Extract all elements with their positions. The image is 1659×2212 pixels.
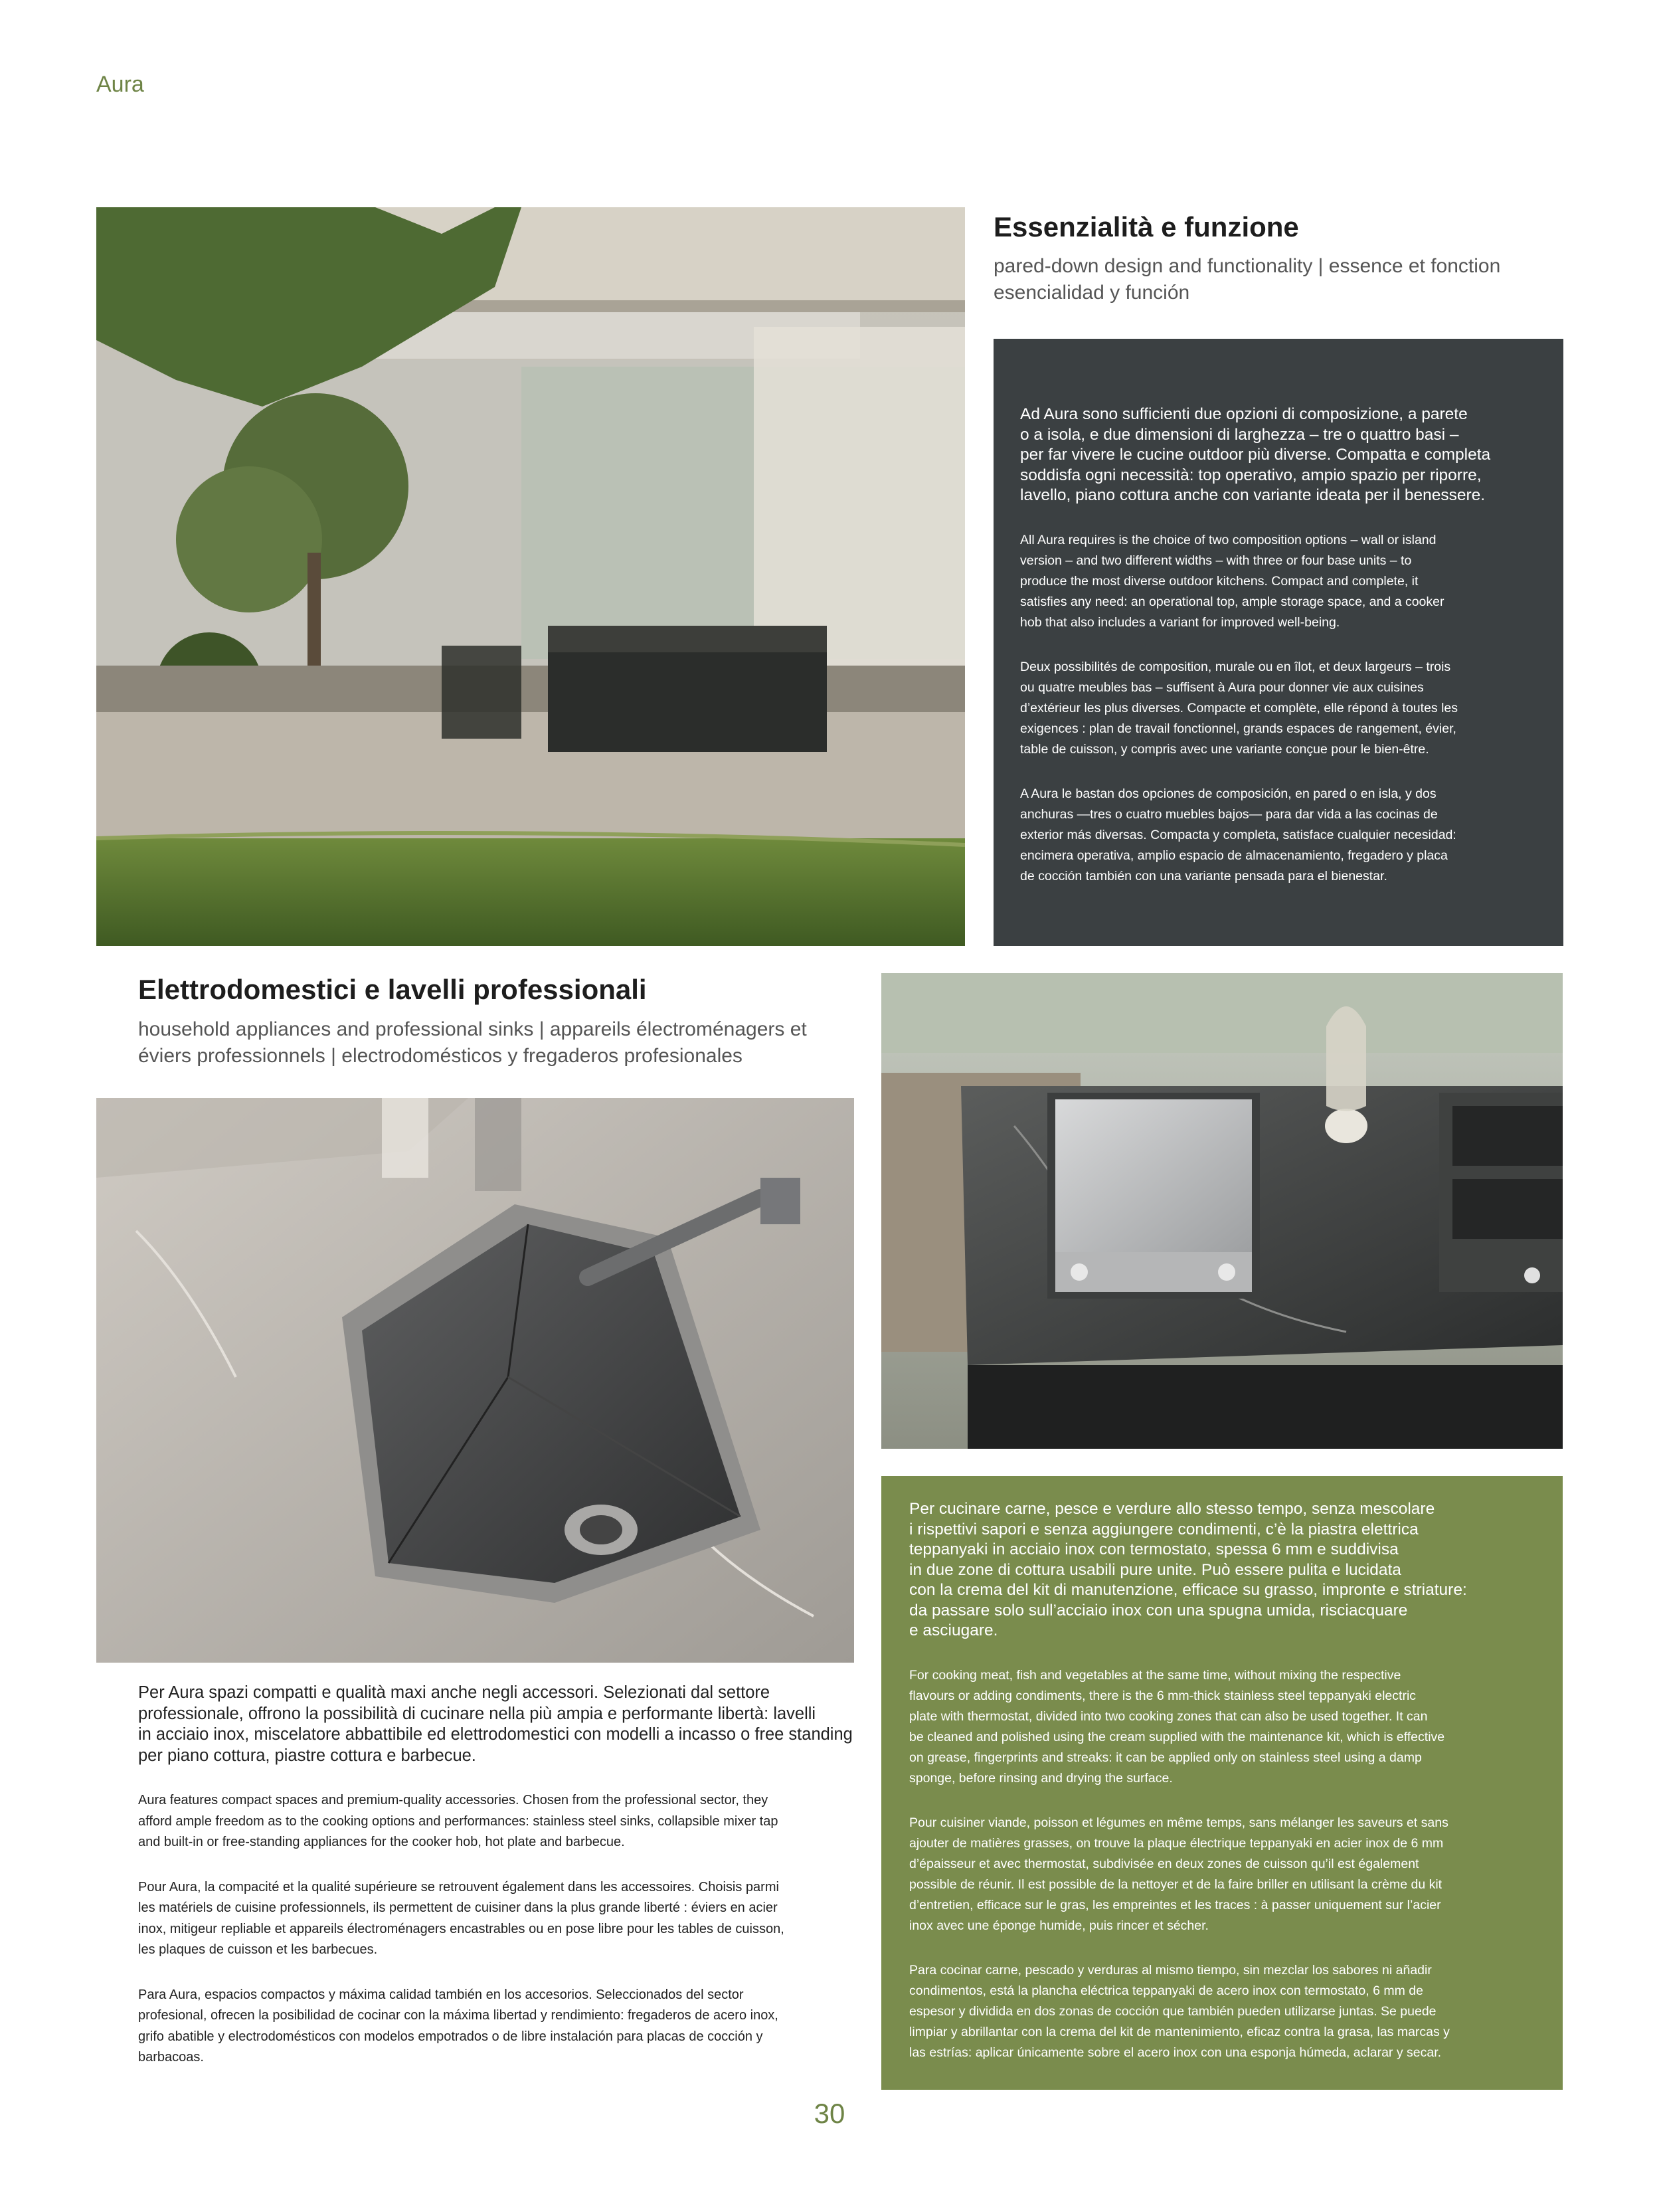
text-line: e asciugare. [909, 1621, 998, 1639]
text-line: anchuras —tres o cuatro muebles bajos— para dar vida a las cocinas de [1020, 806, 1438, 822]
text-line: ou quatre meubles bas – suffisent à Aura pour donner vie aux cuisines [1020, 680, 1424, 695]
text-line: de cocción también con una variante pensada para el bienestar. [1020, 868, 1387, 883]
section1-subtitle [994, 253, 1591, 306]
text-line: A Aura le bastan dos opciones de composición, en pared o en isla, y dos [1020, 786, 1437, 801]
brand-label: Aura [96, 72, 144, 97]
text-line: d’entretien, efficace sur le gras, les empreintes et les traces : à passer uniquement sur l’acier [909, 1897, 1441, 1912]
text-line: per far vivere le cucine outdoor più diverse. Compatta e completa [1020, 446, 1491, 464]
text-line: Deux possibilités de composition, murale ou en îlot, et deux largeurs – trois [1020, 659, 1451, 674]
appliances-text-block [138, 1683, 862, 2069]
text-english [138, 1790, 862, 1853]
section1-subtitle-line: pared-down design and functionality | essence et fonction [994, 255, 1501, 277]
text-line: o a isola, e due dimensioni di larghezza – tre o quattro basi – [1020, 425, 1459, 444]
text-line: d’extérieur les plus diverses. Compacte et complète, elle répond à toutes les [1020, 700, 1458, 715]
text-line: version – and two different widths – with three or four base units – to [1020, 553, 1412, 568]
text-line: grifo abatible y electrodomésticos con modelos empotrados o de libre instalación para placas de cocción y [138, 2029, 763, 2044]
text-line: table de cuisson, y compris avec une variante conçue pour le bien-être. [1020, 741, 1429, 757]
text-line: condimentos, está la plancha eléctrica teppanyaki de acero inox con termostato, 6 mm de [909, 1983, 1423, 1998]
text-italian [138, 1683, 862, 1766]
text-line: inox, mitigeur repliable et appareils électroménagers encastrables ou en pose libre pour les tables de cuisson, [138, 1921, 784, 1936]
text-line: con la crema del kit di manutenzione, efficace su grasso, impronte e striature: [909, 1581, 1467, 1599]
outdoor-kitchen-photo [96, 207, 965, 946]
text-line: in due zone di cottura usabili pure unite. Può essere pulita e lucidata [909, 1560, 1401, 1579]
text-line: sponge, before rinsing and drying the surface. [909, 1770, 1173, 1786]
text-line: d’épaisseur et avec thermostat, subdivisée en deux zones de cuisson qu’il est également [909, 1856, 1419, 1871]
text-line: afford ample freedom as to the cooking options and performances: stainless steel sinks, collapsible mixer tap [138, 1813, 778, 1829]
panel-text-french [909, 1813, 1535, 1936]
text-line: hob that also includes a variant for improved well-being. [1020, 614, 1340, 630]
text-french [138, 1877, 862, 1961]
text-line: be cleaned and polished using the cream supplied with the maintenance kit, which is effective [909, 1729, 1445, 1744]
text-line: plate with thermostat, divided into two cooking zones that can also be used together. It can [909, 1708, 1428, 1724]
text-line: Pour cuisiner viande, poisson et légumes en même temps, sans mélanger les saveurs et sans [909, 1815, 1448, 1830]
text-line: inox avec une éponge humide, puis rincer et sécher. [909, 1918, 1209, 1933]
page-number: 30 [814, 2098, 845, 2129]
text-line: Para cocinar carne, pescado y verduras al mismo tiempo, sin mezclar los sabores ni añadir [909, 1962, 1432, 1978]
panel-text-spanish [1020, 784, 1537, 887]
text-line: For cooking meat, fish and vegetables at the same time, without mixing the respective [909, 1667, 1401, 1683]
section1-subtitle-line: esencialidad y función [994, 282, 1190, 304]
text-line: da passare solo sull’acciaio inox con una spugna umida, risciacquare [909, 1601, 1408, 1619]
text-line: and built-in or free-standing appliances for the cooker hob, hot plate and barbecue. [138, 1835, 625, 1849]
text-line: All Aura requires is the choice of two composition options – wall or island [1020, 532, 1437, 547]
composition-info-panel [994, 339, 1563, 946]
section2-subtitle [138, 1016, 869, 1069]
text-line: espesor y dividida en dos zonas de cocción que también pueden utilizarse juntas. Se puede [909, 2003, 1437, 2019]
panel-text-english [909, 1665, 1535, 1789]
panel-text-english [1020, 530, 1537, 633]
text-line: lavello, piano cottura anche con variante ideata per il benessere. [1020, 486, 1486, 504]
text-line: Aura features compact spaces and premium-quality accessories. Chosen from the professional sector, they [138, 1793, 768, 1807]
panel-text-french [1020, 657, 1537, 760]
text-line: Para Aura, espacios compactos y máxima calidad también en los accesorios. Seleccionados del sector [138, 1987, 744, 2002]
teppanyaki-info-panel [881, 1476, 1563, 2090]
teppanyaki-photo [881, 973, 1563, 1449]
text-line: soddisfa ogni necessità: top operativo, ampio spazio per riporre, [1020, 466, 1482, 484]
text-line: produce the most diverse outdoor kitchens. Compact and complete, it [1020, 573, 1419, 589]
section2-subtitle-line: éviers professionnels | electrodomésticos y fregaderos profesionales [138, 1045, 742, 1067]
text-line: teppanyaki in acciaio inox con termostato, spessa 6 mm e suddivisa [909, 1540, 1399, 1558]
section2-subtitle-line: household appliances and professional sinks | appareils électroménagers et [138, 1018, 807, 1040]
text-line: per piano cottura, piastre cottura e barbecue. [138, 1746, 476, 1765]
text-line: professionale, offrono la possibilità di cucinare nella più ampia e performante libertà: lavelli [138, 1704, 816, 1723]
text-line: Per cucinare carne, pesce e verdure allo stesso tempo, senza mescolare [909, 1500, 1435, 1518]
text-line: Per Aura spazi compatti e qualità maxi anche negli accessori. Selezionati dal settore [138, 1683, 770, 1702]
section1-title: Essenzialità e funzione [994, 211, 1299, 242]
text-spanish [138, 1985, 862, 2069]
text-line: i rispettivi sapori e senza aggiungere condimenti, c’è la piastra elettrica [909, 1520, 1419, 1538]
text-line: les plaques de cuisson et les barbecues. [138, 1942, 378, 1957]
text-line: profesional, ofrecen la posibilidad de cocinar con la máxima libertad y rendimiento: fregaderos de acero inox, [138, 2008, 778, 2023]
sink-photo [96, 1098, 854, 1663]
text-line: encimera operativa, amplio espacio de almacenamiento, fregadero y placa [1020, 848, 1448, 863]
text-line: possible de réunir. Il est possible de la nettoyer et de la faire briller en utilisant la crème du kit [909, 1877, 1442, 1892]
panel-text-spanish [909, 1960, 1535, 2063]
text-line: exterior más diversas. Compacta y completa, satisface cualquier necesidad: [1020, 827, 1456, 842]
text-line: Ad Aura sono sufficienti due opzioni di composizione, a parete [1020, 405, 1468, 423]
text-line: satisfies any need: an operational top, ample storage space, and a cooker [1020, 594, 1444, 609]
panel-text-italian [909, 1499, 1535, 1641]
text-line: limpiar y abrillantar con la crema del kit de mantenimiento, eficaz contra la grasa, las marcas y [909, 2024, 1450, 2039]
text-line: les matériels de cuisine professionnels, ils permettent de cuisiner dans la plus grande liberté : éviers en acier [138, 1900, 778, 1915]
text-line: Pour Aura, la compacité et la qualité supérieure se retrouvent également dans les accessoires. Choisis parmi [138, 1879, 779, 1894]
text-line: ajouter de matières grasses, on trouve la plaque électrique teppanyaki en acier inox de 6 mm [909, 1835, 1444, 1851]
text-line: flavours or adding condiments, there is the 6 mm-thick stainless steel teppanyaki electric [909, 1688, 1417, 1703]
text-line: exigences : plan de travail fonctionnel, grands espaces de rangement, évier, [1020, 721, 1456, 736]
text-line: on grease, fingerprints and streaks: it can be applied only on stainless steel using a damp [909, 1750, 1422, 1765]
text-line: in acciaio inox, miscelatore abbattibile ed elettrodomestici con modelli a incasso o free standing [138, 1725, 853, 1744]
section2-title: Elettrodomestici e lavelli professionali [138, 974, 647, 1005]
text-line: barbacoas. [138, 2050, 204, 2065]
text-line: las estrías: aplicar únicamente sobre el acero inox con una esponja húmeda, aclarar y secar. [909, 2045, 1442, 2060]
panel-text-italian [1020, 405, 1537, 506]
